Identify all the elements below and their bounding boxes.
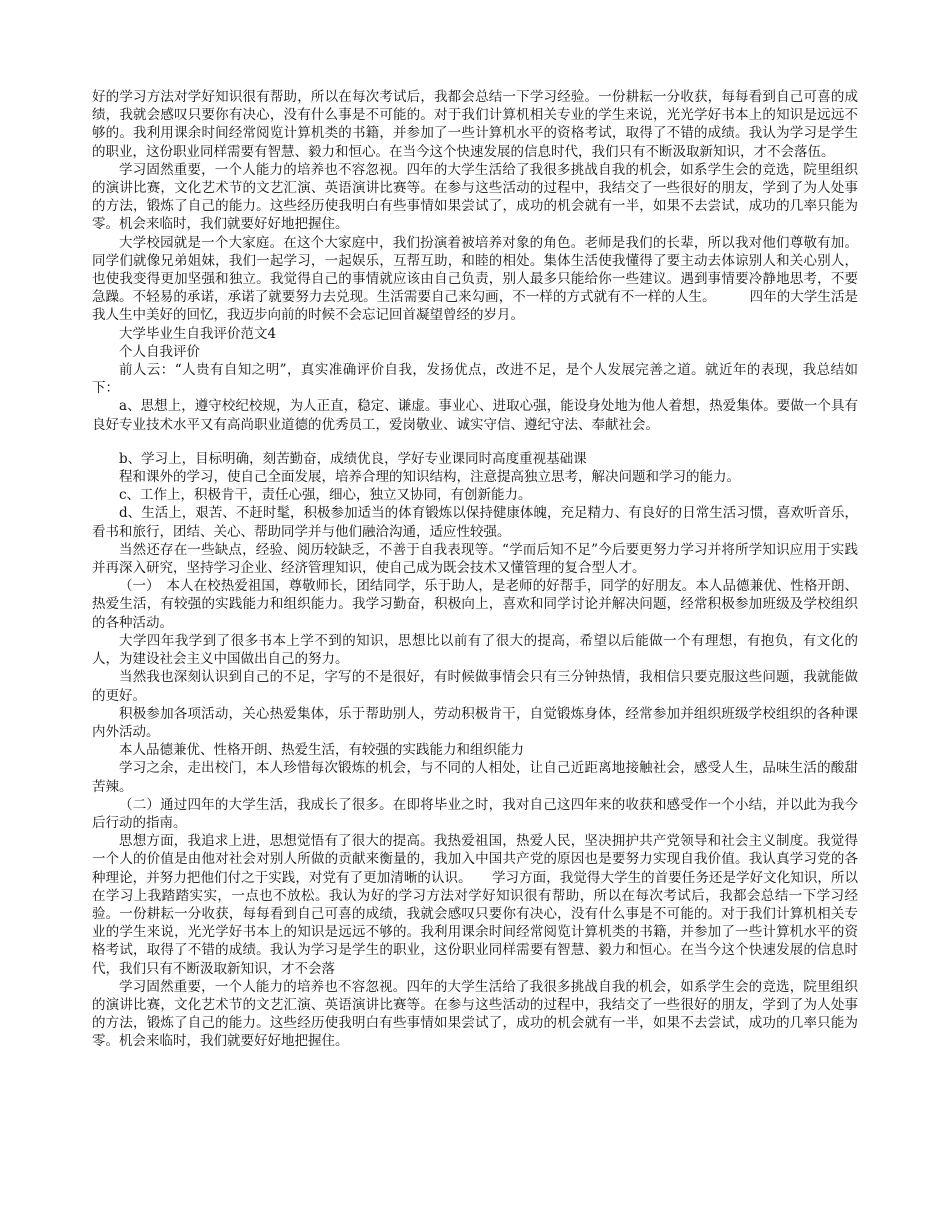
- paragraph-campus-family: 大学校园就是一个大家庭。在这个大家庭中，我们扮演着被培养对象的角色。老师是我们的长辈，所以我对他们尊敬有加。同学们就像兄弟姐妹，我们一起学习，一起娱乐，互帮互助，和睦的相处。集体生活使我懂得了要主动去体谅别人和关心别人，也使我变得更加坚强和独立。我觉得自己的事情就应该由自己负责，别人最多只能给你一些建议。遇到事情要冷静地思考，不要急躁。不轻易的承诺，承诺了就要努力去兑现。生活需要自己来勾画，不一样的方式就有不一样的人生。 四年的大学生活是我人生中美好的回忆，我迈步向前的时候不会忘记回首凝望曾经的岁月。: [92, 234, 858, 324]
- paragraph-shortcomings: 当然还存在一些缺点，经验、阅历较缺乏，不善于自我表现等。“学而后知不足”今后要更努力学习并将所学知识应用于实践并再深入研究，坚持学习企业、经济管理知识，使自己成为既会技术又懂管理的复合型人才。: [92, 541, 858, 577]
- section-title-sample-4: 大学毕业生自我评价范文4: [119, 325, 277, 342]
- item-d-life: d、生活上，艰苦、不赶时髦，积极参加适当的体育锻炼以保持健康体魄，充足精力、有良好的日常生活习惯，喜欢听音乐，看书和旅行，团结、关心、帮助同学并与他们融洽沟通，适应性较强。: [92, 505, 858, 540]
- paragraph-activities: 积极参加各项活动，关心热爱集体，乐于帮助别人，劳动积极肯干，自觉锻炼身体，经常参加并组织班级学校组织的各种课内外活动。: [92, 705, 858, 740]
- paragraph-thought-study: 思想方面，我追求上进，思想觉悟有了很大的提高。我热爱祖国，热爱人民，坚决拥护共产党领导和社会主义制度。我觉得一个人的价值是由他对社会对别人所做的贡献来衡量的，我加入中国共产党的原因也是要努力实现自我价值。我认真学习党的各种理论，并努力把他们付之于实践，对党有了更加清晰的认识。 学习方面，我觉得大学生的首要任务还是学好文化知识，所以在学习上我踏踏实实，一点也不放松。我认为好的学习方法对学好知识很有帮助，所以在每次考试后，我都会总结一下学习经验。一份耕耘一分收获，每每看到自己可喜的成绩，我就会感叹只要你有决心，没有什么事是不可能的。对于我们计算机相关专业的学生来说，光光学好书本上的知识是远远不够的。我利用课余时间经常阅览计算机类的书籍，并参加了一些计算机水平的资格考试，取得了不错的成绩。我认为学习是学生的职业，这份职业同样需要有智慧、毅力和恒心。在当今这个快速发展的信息时代，我们只有不断汲取新知识，才不会落: [92, 833, 858, 977]
- paragraph-intro: 前人云：“人贵有自知之明”，真实准确评价自我，发扬优点，改进不足，是个人发展完善之道。就近年的表现，我总结如下：: [92, 362, 858, 397]
- paragraph-self-awareness: 当然我也深刻认识到自己的不足，字写的不是很好，有时候做事情会只有三分钟热情，我相信只要克服这些问题，我就能做的更好。: [92, 669, 858, 704]
- section-one: （一） 本人在校热爱祖国，尊敬师长，团结同学，乐于助人，是老师的好帮手，同学的好朋友。本人品德兼优、性格开朗、热爱生活，有较强的实践能力和组织能力。我学习勤奋，积极向上，喜欢和同学讨论并解决问题，经常积极参加班级及学校组织的各种活动。: [92, 578, 858, 631]
- section-two: （二）通过四年的大学生活，我成长了很多。在即将毕业之时，我对自己这四年来的收获和感受作一个小结，并以此为我今后行动的指南。: [92, 796, 858, 831]
- paragraph-outside-school: 学习之余，走出校门，本人珍惜每次锻炼的机会，与不同的人相处，让自己近距离地接触社会，感受人生，品味生活的酸甜苦辣。: [92, 760, 858, 795]
- paragraph-study-method-continued: 好的学习方法对学好知识很有帮助，所以在每次考试后，我都会总结一下学习经验。一份耕耘一分收获，每每看到自己可喜的成绩，我就会感叹只要你有决心，没有什么事是不可能的。对于我们计算机相关专业的学生来说，光光学好书本上的知识是远远不够的。我利用课余时间经常阅览计算机类的书籍，并参加了一些计算机水平的资格考试，取得了不错的成绩。我认为学习是学生的职业，这份职业同样需要有智慧、毅力和恒心。在当今这个快速发展的信息时代，我们只有不断汲取新知识，才不会落伍。: [92, 89, 858, 160]
- item-a-thought: a、思想上，遵守校纪校规，为人正直，稳定、谦虚。事业心、进取心强，能设身处地为他人着想，热爱集体。要做一个具有良好专业技术水平又有高尚职业道德的优秀员工，爱岗敬业、诚实守信、遵纪守法、奉献社会。: [92, 398, 858, 433]
- paragraph-ability-training: 学习固然重要，一个人能力的培养也不容忽视。四年的大学生活给了我很多挑战自我的机会，如系学生会的竞选，院里组织的演讲比赛，文化艺术节的文艺汇演、英语演讲比赛等。在参与这些活动的过程中，我结交了一些很好的朋友，学到了为人处事的方法，锻炼了自己的能力。这些经历使我明白有些事情如果尝试了，成功的机会就有一半，如果不去尝试，成功的几率只能为零。机会来临时，我们就要好好地把握住。: [92, 161, 858, 233]
- subtitle-personal-evaluation: 个人自我评价: [119, 343, 200, 360]
- paragraph-character: 本人品德兼优、性格开朗、热爱生活，有较强的实践能力和组织能力: [119, 742, 524, 759]
- paragraph-ability-repeat: 学习固然重要，一个人能力的培养也不容忽视。四年的大学生活给了我很多挑战自我的机会，如系学生会的竞选，院里组织的演讲比赛，文化艺术节的文艺汇演、英语演讲比赛等。在参与这些活动的过程中，我结交了一些很好的朋友，学到了为人处事的方法，锻炼了自己的能力。这些经历使我明白有些事情如果尝试了，成功的机会就有一半，如果不去尝试，成功的几率只能为零。机会来临时，我们就要好好地把握住。: [92, 978, 858, 1050]
- paragraph-four-years: 大学四年我学到了很多书本上学不到的知识，思想比以前有了很大的提高，希望以后能做一个有理想，有抱负，有文化的人，为建设社会主义中国做出自己的努力。: [92, 632, 858, 668]
- item-c-work: c、工作上，积极肯干，责任心强，细心，独立又协同，有创新能力。: [119, 487, 532, 504]
- item-b-continued: 程和课外的学习，使自己全面发展，培养合理的知识结构，注意提高独立思考，解决问题和学习的能力。: [119, 469, 740, 486]
- item-b-study: b、学习上，目标明确，刻苦勤奋，成绩优良，学好专业课同时高度重视基础课: [119, 450, 587, 467]
